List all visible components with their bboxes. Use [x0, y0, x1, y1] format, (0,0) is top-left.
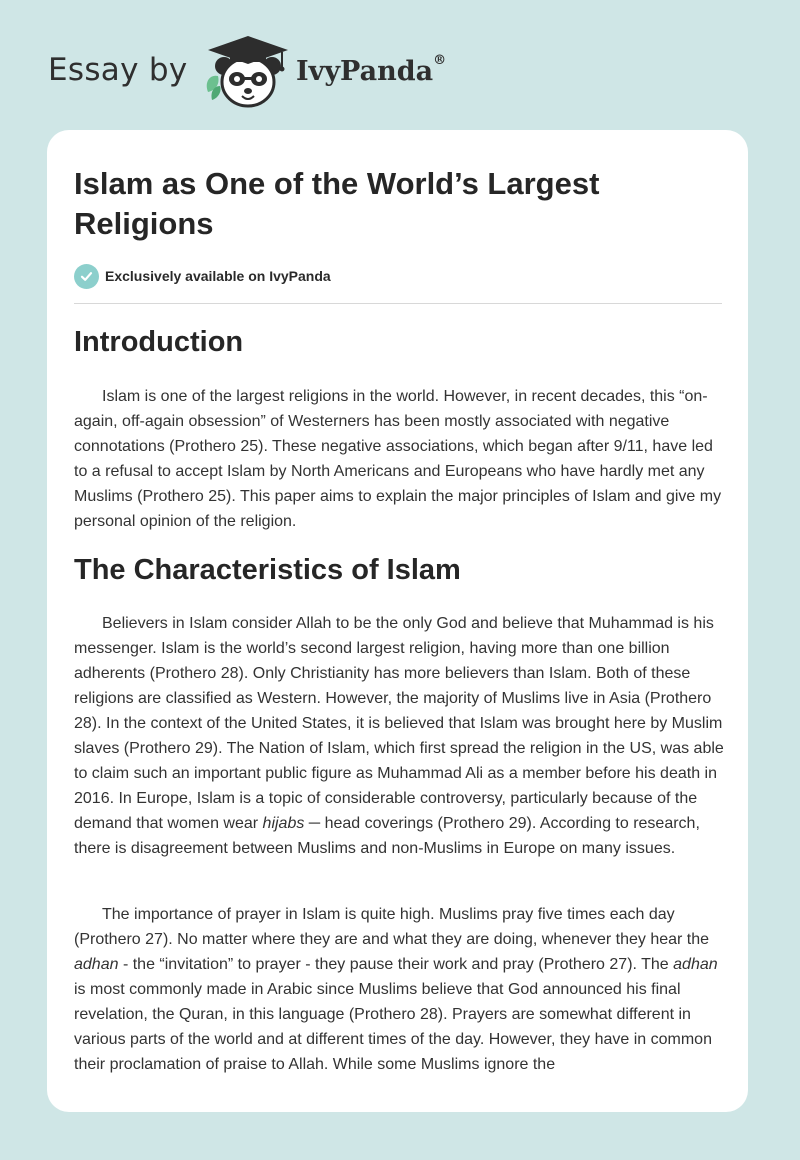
section-heading-characteristics: The Characteristics of Islam [74, 554, 461, 586]
essay-by-label: Essay by [48, 52, 188, 88]
panda-graduate-icon[interactable] [202, 34, 294, 110]
divider [74, 303, 722, 304]
essay-card [47, 130, 748, 1112]
section-heading-introduction: Introduction [74, 326, 244, 358]
essay-title: Islam as One of the World’s Largest Religions [74, 166, 600, 241]
site-header [46, 30, 546, 110]
exclusive-badge [74, 263, 331, 289]
paragraph-introduction: Islam is one of the largest religions in the world. However, in recent decades, this “on-again, off-again obsession” of Westerners has been mostly associated with negative connotations (Prothero 25). These negative associations, which began after 9/11, have led to a refusal to accept Islam by North Americans and Europeans who have hardly met any Muslims (Prothero 25). This paper aims to explain the major principles of Islam and give my personal opinion of the religion. [74, 388, 722, 530]
paragraph-characteristics-2: The importance of prayer in Islam is quite high. Muslims pray five times each day (Prothero 27). No matter where they are and what they are doing, whenever they hear the adhan - the “invitation” to prayer - they pause their work and pray (Prothero 27). The adhan is most commonly made in Arabic since Muslims believe that God announced his final revelation, the Quran, in this language (Prothero 28). Prayers are somewhat different in various parts of the world and at different times of the day. However, they have in common their proclamation of praise to Allah. While some Muslims ignore the [74, 906, 718, 1073]
check-icon [74, 264, 99, 289]
brand-name[interactable]: IvyPanda® [296, 53, 447, 87]
exclusive-label: Exclusively available on IvyPanda [105, 268, 331, 284]
paragraph-characteristics-1: Believers in Islam consider Allah to be the only God and believe that Muhammad is his messenger. Islam is the world’s second largest religion, having more than one billion adherents (Prothero 28). Only Christianity has more believers than Islam. Both of these religions are classified as Western. However, the majority of Muslims live in Asia (Prothero 28). In the context of the United States, it is believed that Islam was brought here by Muslim slaves (Prothero 29). The Nation of Islam, which first spread the religion in the US, was able to claim such an important public figure as Muhammad Ali as a member before his death in 2016. In Europe, Islam is a topic of considerable controversy, particularly because of the demand that women wear hijabs ─ head coverings (Prothero 29). According to research, there is disagreement between Muslims and non-Muslims in Europe on many issues. [74, 615, 724, 857]
